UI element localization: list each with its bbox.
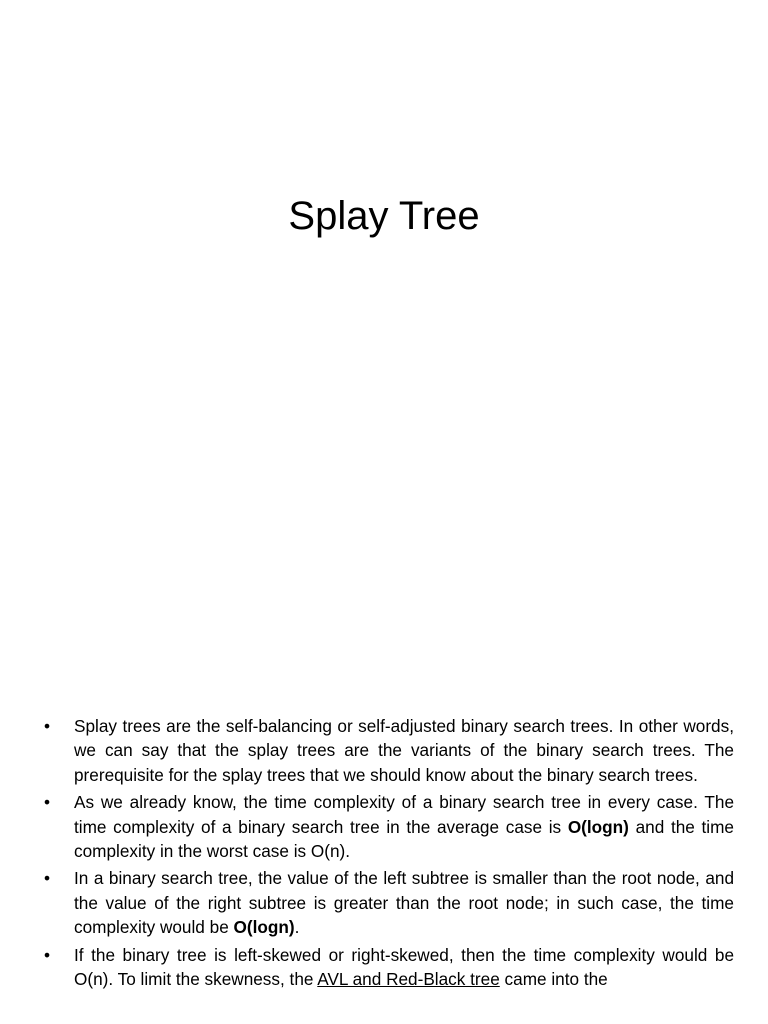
text-run: If the binary tree is left-skewed or right-skewed, then the time complexity would be O(n). To limit the skewness, the [74,944,734,990]
bullet-list [44,714,734,994]
text-run: In a binary search tree, the value of the left subtree is smaller than the root node, and the value of the right subtree is greater than the root node; in such case, the time complexity would be [74,868,734,938]
text-run: As we already know, the time complexity of a binary search tree in every case. The time complexity of a binary search tree in the average case is [74,792,734,837]
bullet-icon: • [44,944,51,965]
bullet-item [44,943,734,992]
text-run: came into the [499,969,608,990]
text-run: Splay trees are the self-balancing or self-adjusted binary search trees. In other words, we can say that the splay trees are the variants of the binary search trees. The prerequisite for the splay trees that we should know about the binary search trees. [74,716,734,785]
bullet-icon: • [44,792,51,813]
text-run: and the time complexity in the worst case is O(n). [74,816,734,862]
avl-red-black-tree-link[interactable]: AVL and Red-Black tree [317,969,500,990]
slide-title: Splay Tree [288,194,480,238]
bold-text-run: O(logn) [233,917,295,938]
bullet-item [44,714,734,787]
bullet-text [74,945,734,989]
text-run: . [294,917,300,938]
bullet-icon: • [44,868,51,889]
bullet-text [74,868,734,937]
bullet-icon: • [44,716,51,736]
bullet-text [74,716,734,785]
bold-text-run: O(logn) [567,816,629,837]
bullet-item [44,790,734,863]
bullet-item [44,866,734,939]
bullet-text [74,792,734,861]
